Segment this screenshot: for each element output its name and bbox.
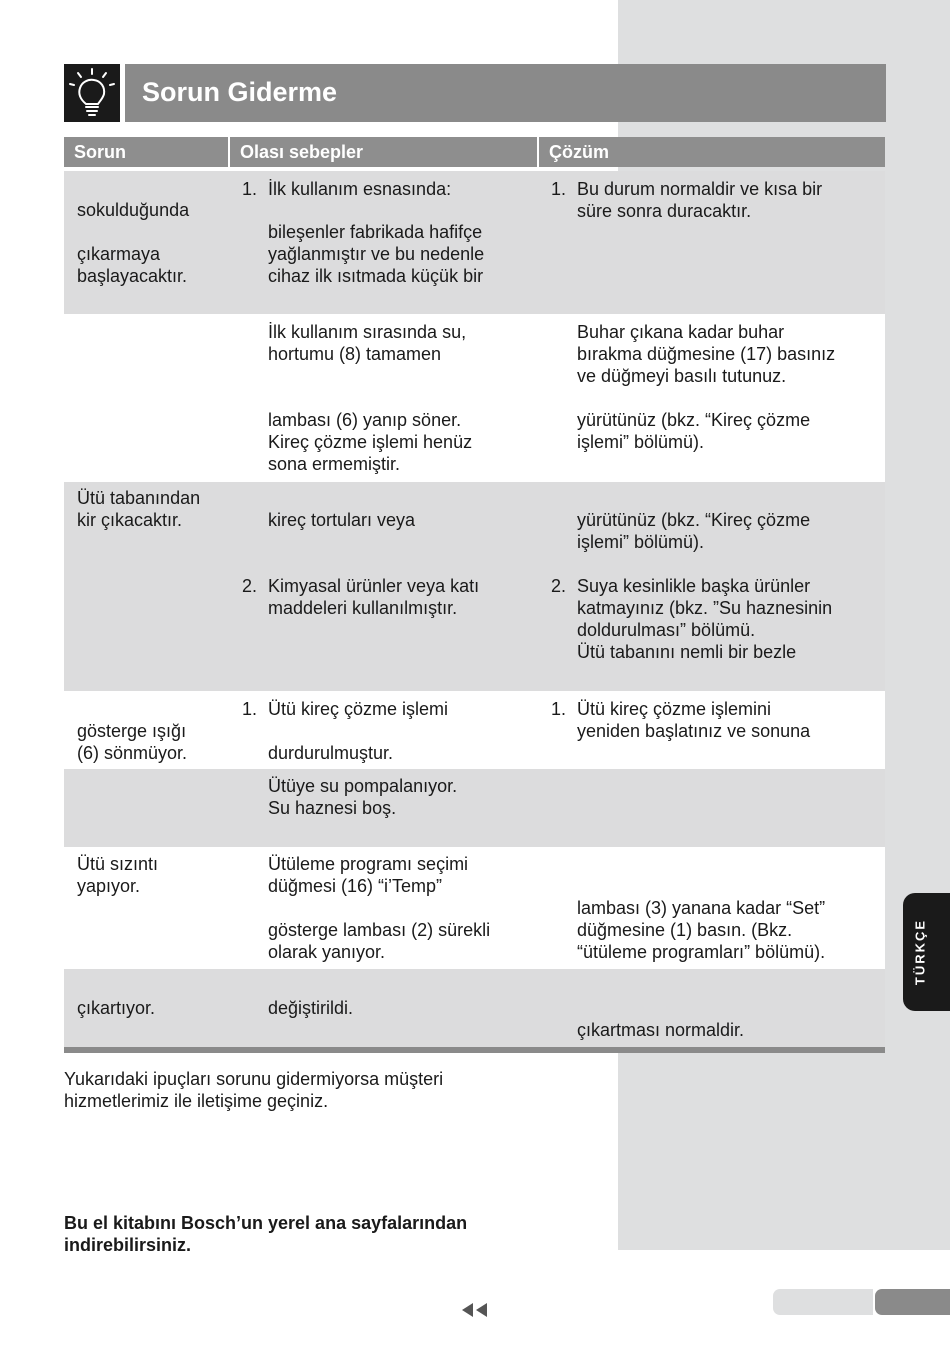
- lightbulb-icon: [64, 64, 120, 122]
- table-row: [64, 314, 885, 482]
- solution-line: yürütünüz (bkz. “Kireç çözme: [577, 410, 811, 430]
- cause-line: lambası (6) yanıp söner.: [268, 410, 462, 430]
- language-tab-label: TÜRKÇE: [912, 918, 928, 986]
- solution-line: işlemi” bölümü).: [577, 532, 705, 552]
- problem-line: yapıyor.: [77, 876, 141, 896]
- solution-number: 2.: [551, 576, 567, 596]
- download-note-line: Bu el kitabını Bosch’un yerel ana sayfalarından: [64, 1213, 468, 1233]
- cause-line: gösterge lambası (2) sürekli: [268, 920, 491, 940]
- solution-line: ve düğmeyi basılı tutunuz.: [577, 366, 787, 386]
- title-band: [125, 64, 886, 122]
- table-bottom-rule: [64, 1047, 885, 1053]
- cause-line: kireç tortuları veya: [268, 510, 416, 530]
- problem-line: başlayacaktır.: [77, 266, 188, 286]
- solution-line: Suya kesinlikle başka ürünler: [577, 576, 811, 596]
- table-row: [64, 691, 885, 769]
- problem-line: (6) sönmüyor.: [77, 743, 188, 763]
- table-row: [64, 847, 885, 969]
- cause-line: Su haznesi boş.: [268, 798, 397, 818]
- table-row: [64, 482, 885, 691]
- cause-number: 1.: [242, 699, 258, 719]
- support-note-line: Yukarıdaki ipuçları sorunu gidermiyorsa müşteri: [64, 1069, 444, 1089]
- solution-number: 1.: [551, 699, 567, 719]
- cause-line: bileşenler fabrikada hafifçe: [268, 222, 483, 242]
- problem-line: gösterge ışığı: [77, 721, 187, 741]
- solution-line: süre sonra duracaktır.: [577, 201, 752, 221]
- cause-line: Ütüye su pompalanıyor.: [268, 776, 458, 796]
- table-row: [64, 171, 885, 314]
- cause-number: 1.: [242, 179, 258, 199]
- solution-number: 1.: [551, 179, 567, 199]
- solution-line: lambası (3) yanana kadar “Set”: [577, 898, 826, 918]
- cause-line: İlk kullanım sırasında su,: [268, 322, 467, 342]
- cause-line: Kimyasal ürünler veya katı: [268, 576, 480, 596]
- cause-line: değiştirildi.: [268, 998, 354, 1018]
- solution-line: katmayınız (bkz. ”Su haznesinin: [577, 598, 833, 618]
- cause-line: sona ermemiştir.: [268, 454, 401, 474]
- table-header: [64, 137, 885, 167]
- solution-line: “ütüleme programları” bölümü).: [577, 942, 826, 962]
- solution-line: bırakma düğmesine (17) basınız: [577, 344, 836, 364]
- cause-number: 2.: [242, 576, 258, 596]
- cause-line: Ütü kireç çözme işlemi: [268, 699, 449, 719]
- cause-line: İlk kullanım esnasında:: [268, 179, 452, 199]
- problem-line: sokulduğunda: [77, 200, 190, 220]
- solution-line: Ütü tabanını nemli bir bezle: [577, 642, 797, 662]
- solution-line: çıkartması normaldir.: [577, 1020, 745, 1040]
- column-header-causes: Olası sebepler: [230, 137, 539, 167]
- troubleshooting-table: [64, 137, 885, 1047]
- cause-line: yağlanmıştır ve bu nedenle: [268, 244, 485, 264]
- problem-line: Ütü tabanından: [77, 488, 201, 508]
- column-header-solution: Çözüm: [549, 142, 609, 162]
- section-title-bar: [64, 64, 886, 122]
- cause-line: cihaz ilk ısıtmada küçük bir: [268, 266, 484, 286]
- page-tab-light: [773, 1289, 873, 1315]
- column-header-problem: Sorun: [64, 137, 230, 167]
- page-title: Sorun Giderme: [142, 77, 338, 107]
- cause-line: Kireç çözme işlemi henüz: [268, 432, 473, 452]
- cause-line: maddeleri kullanılmıştır.: [268, 598, 458, 618]
- support-note-line: hizmetlerimiz ile iletişime geçiniz.: [64, 1091, 329, 1111]
- cause-line: hortumu (8) tamamen: [268, 344, 442, 364]
- page-tab-dark: [875, 1289, 950, 1315]
- double-left-arrow-icon[interactable]: [461, 1302, 489, 1318]
- solution-line: işlemi” bölümü).: [577, 432, 705, 452]
- cause-line: durdurulmuştur.: [268, 743, 394, 763]
- solution-line: yürütünüz (bkz. “Kireç çözme: [577, 510, 811, 530]
- cause-line: düğmesi (16) “i’Temp”: [268, 876, 443, 896]
- solution-line: Buhar çıkana kadar buhar: [577, 322, 785, 342]
- cause-line: olarak yanıyor.: [268, 942, 386, 962]
- solution-line: düğmesine (1) basın. (Bkz.: [577, 920, 793, 940]
- solution-line: Bu durum normaldir ve kısa bir: [577, 179, 823, 199]
- problem-line: Ütü sızıntı: [77, 854, 159, 874]
- solution-line: yeniden başlatınız ve sonuna: [577, 721, 811, 741]
- solution-line: doldurulması” bölümü.: [577, 620, 756, 640]
- problem-line: çıkartıyor.: [77, 998, 156, 1018]
- cause-line: Ütüleme programı seçimi: [268, 854, 469, 874]
- problem-line: çıkarmaya: [77, 244, 161, 264]
- problem-line: kir çıkacaktır.: [77, 510, 183, 530]
- table-row: [64, 969, 885, 1047]
- download-note-line: indirebilirsiniz.: [64, 1235, 192, 1255]
- solution-line: Ütü kireç çözme işlemini: [577, 699, 772, 719]
- table-row: [64, 769, 885, 847]
